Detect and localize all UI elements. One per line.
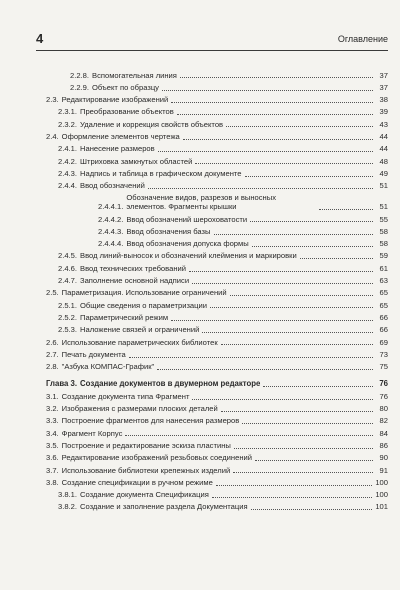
toc-entry-title: Создание документа типа Фрагмент — [61, 391, 190, 401]
toc-dot-leader — [171, 320, 373, 321]
toc-entry-title: Фрагмент Корпус — [61, 428, 123, 438]
toc-entry-number: 2.7. — [46, 349, 59, 359]
toc-dot-leader — [300, 258, 373, 259]
toc-entry-page: 51 — [379, 181, 388, 191]
toc-entry-title: Общие сведения о параметризации — [80, 300, 207, 310]
toc-dot-leader — [252, 246, 373, 247]
toc-entry-page: 44 — [379, 144, 388, 154]
toc-entry-page: 38 — [379, 95, 388, 105]
toc-entry-page: 90 — [379, 453, 388, 463]
toc-entry-number: 2.4.7. — [58, 276, 77, 286]
toc-entry-title: Преобразование объектов — [80, 107, 174, 117]
toc-entry[interactable] — [46, 129, 388, 141]
toc-entry-title: Заполнение основной надписи — [80, 276, 190, 286]
toc-entry[interactable] — [46, 438, 388, 450]
toc-entry-title: Построение фрагментов для нанесения размеров — [61, 416, 240, 426]
table-of-contents — [46, 68, 388, 512]
toc-entry-page: 61 — [379, 263, 388, 273]
toc-entry[interactable] — [46, 500, 388, 512]
toc-entry-title: Использование библиотеки крепежных изделий — [61, 465, 231, 475]
toc-entry-number: 2.3.1. — [58, 107, 77, 117]
toc-entry[interactable] — [46, 488, 388, 500]
toc-entry-title: Использование параметрических библиотек — [61, 337, 218, 347]
toc-entry-title: Создание документа Спецификация — [80, 490, 209, 500]
toc-dot-leader — [263, 386, 373, 387]
toc-entry-number: 2.2.8. — [70, 70, 89, 80]
toc-entry-title: Ввод технических требований — [80, 263, 187, 273]
toc-entry-title: Наложение связей и ограничений — [80, 325, 200, 335]
toc-entry[interactable] — [46, 389, 388, 401]
toc-entry-number: 3.8. — [46, 477, 59, 487]
toc-entry[interactable] — [46, 68, 388, 80]
toc-entry-number: 2.2.9. — [70, 82, 89, 92]
toc-entry-page: 91 — [379, 465, 388, 475]
toc-entry-page: 82 — [379, 416, 388, 426]
toc-entry-number: 3.5. — [46, 440, 59, 450]
toc-entry[interactable] — [46, 402, 388, 414]
toc-entry-page: 37 — [379, 82, 388, 92]
toc-entry[interactable] — [46, 298, 388, 310]
toc-entry-number: 2.5.2. — [58, 312, 77, 322]
toc-entry[interactable] — [46, 237, 388, 249]
toc-entry-title: Нанесение размеров — [80, 144, 155, 154]
toc-entry[interactable] — [46, 261, 388, 273]
toc-entry[interactable] — [46, 286, 388, 298]
toc-entry-page: 73 — [379, 349, 388, 359]
toc-entry-page: 48 — [379, 156, 388, 166]
toc-entry[interactable] — [46, 451, 388, 463]
toc-dot-leader — [189, 271, 373, 272]
toc-entry-page: 39 — [379, 107, 388, 117]
toc-dot-leader — [129, 357, 373, 358]
toc-entry-title: Удаление и коррекция свойств объектов — [80, 119, 224, 129]
toc-dot-leader — [171, 102, 373, 103]
toc-entry-page: 66 — [379, 325, 388, 335]
toc-dot-leader — [255, 460, 373, 461]
toc-entry[interactable] — [46, 347, 388, 359]
toc-entry[interactable] — [46, 117, 388, 129]
toc-dot-leader — [212, 497, 373, 498]
toc-entry-number: 2.5.3. — [58, 325, 77, 335]
toc-entry-page: 58 — [379, 239, 388, 249]
page-header — [36, 32, 388, 51]
toc-entry-title: Обозначение видов, разрезов и выносных элементов. Фрагменты крышки — [126, 193, 276, 212]
toc-entry-number: 3.4. — [46, 428, 59, 438]
toc-entry-number: 2.6. — [46, 337, 59, 347]
toc-dot-leader — [216, 485, 373, 486]
toc-entry-number: 2.4.2. — [58, 156, 77, 166]
toc-entry-number: 2.5.1. — [58, 300, 77, 310]
toc-dot-leader — [221, 344, 373, 345]
toc-dot-leader — [242, 423, 373, 424]
toc-entry-page: 55 — [379, 214, 388, 224]
toc-entry-title: Редактирование изображений резьбовых соединений — [61, 453, 252, 463]
toc-entry-page: 51 — [379, 202, 388, 212]
toc-entry-page: 101 — [375, 502, 388, 512]
toc-entry-title: Ввод линий-выносок и обозначений клеймения и маркировки — [80, 251, 297, 261]
toc-chapter-entry[interactable] — [46, 377, 388, 389]
toc-dot-leader — [233, 472, 373, 473]
toc-entry-title: Редактирование изображений — [61, 95, 169, 105]
toc-entry-title: "Азбука КОМПАС-График" — [61, 362, 155, 372]
toc-dot-leader — [226, 126, 373, 127]
toc-entry[interactable] — [46, 335, 388, 347]
toc-entry-page: 80 — [379, 404, 388, 414]
toc-entry[interactable] — [46, 224, 388, 236]
toc-entry-page: 100 — [375, 490, 388, 500]
toc-entry-page: 43 — [379, 119, 388, 129]
running-header-title: Оглавление — [337, 34, 388, 44]
toc-entry-number: 3.8.1. — [58, 490, 77, 500]
toc-entry-title: Параметризация. Использование ограничений — [61, 288, 227, 298]
toc-entry-title: Штриховка замкнутых областей — [80, 156, 193, 166]
toc-entry-number: 3.8.2. — [58, 502, 77, 512]
toc-entry-page: 37 — [379, 70, 388, 80]
toc-entry-title: Ввод обозначения базы — [126, 226, 211, 236]
toc-entry-title: Создание документов в двумерном редакторе — [80, 379, 261, 389]
toc-entry-page: 84 — [379, 428, 388, 438]
toc-entry-number: 3.2. — [46, 404, 59, 414]
toc-entry-page: 75 — [379, 362, 388, 372]
toc-entry-number: 2.4.6. — [58, 263, 77, 273]
toc-entry[interactable] — [46, 80, 388, 92]
toc-entry-number: 3.1. — [46, 391, 59, 401]
toc-entry[interactable] — [46, 166, 388, 178]
toc-entry-title: Ввод обозначений — [80, 181, 145, 191]
toc-entry[interactable] — [46, 323, 388, 335]
toc-entry-title: Параметрический режим — [80, 312, 169, 322]
toc-entry-number: 2.8. — [46, 362, 59, 372]
toc-entry[interactable] — [46, 463, 388, 475]
toc-dot-leader — [125, 435, 373, 436]
toc-dot-leader — [250, 221, 373, 222]
toc-entry-title: Ввод обозначений шероховатости — [126, 214, 248, 224]
toc-entry-number: Глава 3. — [46, 379, 78, 389]
toc-dot-leader — [157, 369, 373, 370]
toc-entry-number: 2.3.2. — [58, 119, 77, 129]
toc-dot-leader — [158, 151, 373, 152]
toc-entry-number: 2.4.4.4. — [98, 239, 124, 249]
toc-entry-title: Создание и заполнение раздела Документация — [80, 502, 248, 512]
toc-dot-leader — [177, 114, 373, 115]
toc-entry-page: 58 — [379, 226, 388, 236]
toc-entry[interactable] — [46, 179, 388, 191]
toc-dot-leader — [230, 295, 373, 296]
toc-entry[interactable] — [46, 426, 388, 438]
toc-entry-number: 3.3. — [46, 416, 59, 426]
toc-entry-title: Построение и редактирование эскиза пластины — [61, 440, 231, 450]
toc-entry-page: 69 — [379, 337, 388, 347]
toc-entry-number: 2.4.4.2. — [98, 214, 124, 224]
toc-entry-page: 44 — [379, 131, 388, 141]
toc-entry-page: 76 — [379, 391, 388, 401]
toc-dot-leader — [195, 163, 373, 164]
toc-entry[interactable] — [46, 274, 388, 286]
toc-entry-title: Печать документа — [61, 349, 126, 359]
toc-entry[interactable] — [46, 475, 388, 487]
toc-entry[interactable] — [46, 93, 388, 105]
toc-entry-page: 59 — [379, 251, 388, 261]
toc-entry-title: Оформление элементов чертежа — [61, 131, 180, 141]
toc-dot-leader — [221, 411, 373, 412]
toc-entry[interactable] — [46, 310, 388, 322]
toc-entry-number: 2.4. — [46, 131, 59, 141]
page-number: 4 — [36, 31, 44, 46]
toc-entry-title: Вспомогательная линия — [92, 70, 177, 80]
toc-entry-number: 2.4.4.3. — [98, 226, 124, 236]
toc-entry[interactable] — [46, 360, 388, 372]
toc-entry-title: Надпись и таблица в графическом документе — [80, 168, 242, 178]
toc-dot-leader — [192, 283, 373, 284]
toc-entry-page: 65 — [379, 300, 388, 310]
toc-dot-leader — [180, 77, 373, 78]
toc-entry-number: 2.4.4. — [58, 181, 77, 191]
toc-dot-leader — [245, 176, 373, 177]
toc-entry[interactable] — [46, 105, 388, 117]
toc-entry[interactable] — [46, 249, 388, 261]
toc-entry-number: 2.4.5. — [58, 251, 77, 261]
toc-dot-leader — [210, 307, 373, 308]
toc-entry-title: Изображения с размерами плоских деталей — [61, 404, 218, 414]
toc-entry-number: 2.4.1. — [58, 144, 77, 154]
toc-entry[interactable] — [46, 191, 388, 212]
toc-entry-page: 100 — [375, 477, 388, 487]
toc-entry[interactable] — [46, 414, 388, 426]
toc-entry[interactable] — [46, 142, 388, 154]
toc-dot-leader — [192, 399, 373, 400]
toc-entry[interactable] — [46, 212, 388, 224]
toc-dot-leader — [251, 509, 373, 510]
toc-entry-number: 2.4.3. — [58, 168, 77, 178]
toc-entry-title: Ввод обозначения допуска формы — [126, 239, 249, 249]
toc-entry-page: 66 — [379, 312, 388, 322]
toc-dot-leader — [202, 332, 373, 333]
toc-entry-number: 2.3. — [46, 95, 59, 105]
toc-entry-title: Создание спецификации в ручном режиме — [61, 477, 213, 487]
toc-entry-page: 63 — [379, 276, 388, 286]
toc-dot-leader — [183, 139, 373, 140]
toc-entry-number: 2.4.4.1. — [98, 202, 124, 212]
toc-entry-page: 65 — [379, 288, 388, 298]
toc-entry-page: 76 — [379, 379, 388, 389]
toc-dot-leader — [148, 188, 373, 189]
toc-entry-page: 49 — [379, 168, 388, 178]
toc-entry-page: 86 — [379, 440, 388, 450]
toc-dot-leader — [234, 448, 373, 449]
toc-entry-title: Объект по образцу — [92, 82, 159, 92]
toc-entry-number: 2.5. — [46, 288, 59, 298]
toc-entry[interactable] — [46, 154, 388, 166]
toc-dot-leader — [319, 209, 373, 210]
toc-dot-leader — [162, 90, 373, 91]
toc-entry-number: 3.7. — [46, 465, 59, 475]
toc-dot-leader — [214, 234, 374, 235]
toc-entry-number: 3.6. — [46, 453, 59, 463]
